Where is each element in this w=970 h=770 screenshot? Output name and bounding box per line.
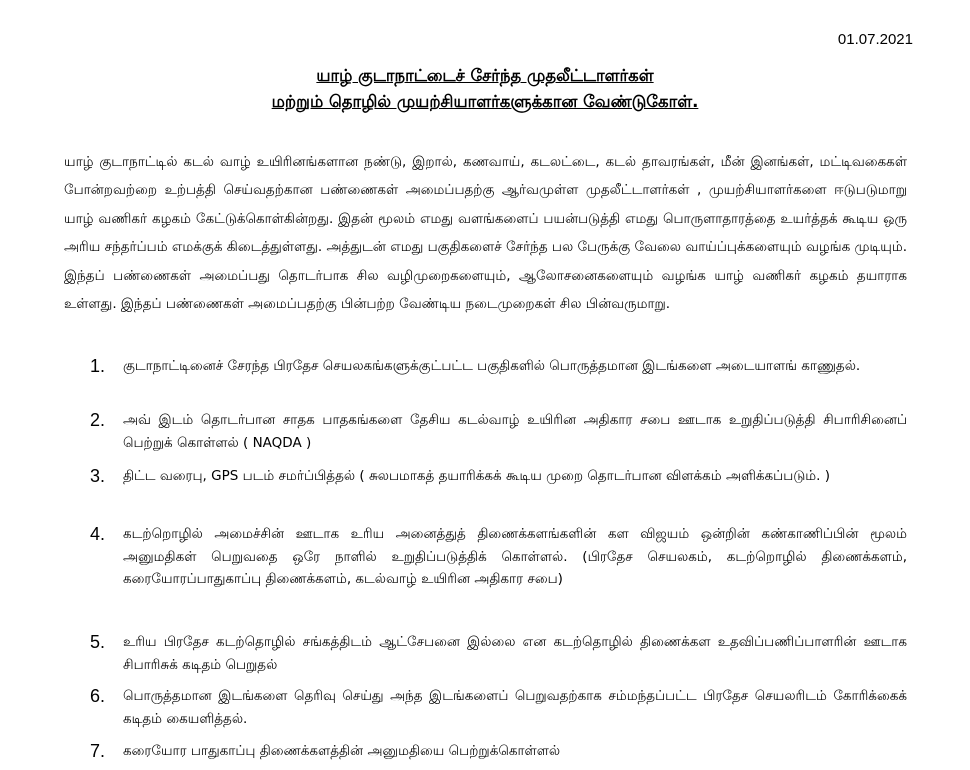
list-item-number: 2. bbox=[90, 410, 106, 430]
list-item-number: 5. bbox=[90, 632, 106, 652]
list-item-text: பொருத்தமான இடங்களை தெரிவு செய்து அந்த இடங்களைப் பெறுவதற்காக சம்மந்தப்பட்ட பிரதேச செயலரிடம் கோரிக்கைக் கடிதம் கையளித்தல். bbox=[123, 688, 907, 727]
list-item-number: 4. bbox=[90, 524, 106, 544]
list-item bbox=[90, 409, 907, 454]
list-item bbox=[90, 465, 907, 488]
list-item-number: 7. bbox=[90, 741, 106, 761]
list-item-number: 1. bbox=[90, 356, 106, 376]
document-date: 01.07.2021 bbox=[837, 31, 913, 48]
list-item-text: உரிய பிரதேச கடற்தொழில் சங்கத்திடம் ஆட்சேபனை இல்லை என கடற்தொழில் திணைக்கள உதவிப்பணிப்பாளரின் ஊடாக சிபாரிசுக் கடிதம் பெறுதல் bbox=[123, 634, 907, 673]
list-item-number: 3. bbox=[90, 466, 106, 486]
list-item bbox=[90, 740, 907, 763]
list-item bbox=[90, 355, 907, 378]
list-item-text: கரையோர பாதுகாப்பு திணைக்களத்தின் அனுமதியை பெற்றுக்கொள்ளல் bbox=[123, 743, 561, 759]
list-item bbox=[90, 685, 907, 730]
list-item-number: 6. bbox=[90, 686, 106, 706]
list-item bbox=[90, 631, 907, 676]
list-item-text: கடற்றொழில் அமைச்சின் ஊடாக உரிய அனைத்துத் திணைக்களங்களின் கள விஜயம் ஒன்றின் கண்காணிப்பின் மூலம் அனுமதிகள் பெறுவதை ஒரே நாளில் உறுதிப்படுத்திக் கொள்ளல். (பிரதேச செயலகம், கடற்றொழில் திணைக்களம், கரையோரப்பாதுகாப்பு திணைக்களம், கடல்வாழ் உயிரின அதிகார சபை) bbox=[123, 526, 907, 587]
intro-paragraph: யாழ் குடாநாட்டில் கடல் வாழ் உயிரினங்களான நண்டு, இறால், கணவாய், கடலட்டை, கடல் தாவரங்கள், மீன் இனங்கள், மட்டிவகைகள் போன்றவற்றை உற்பத்தி செய்வதற்கான பண்ணைகள் அமைப்பதற்கு ஆர்வமுள்ள முதலீட்டாளர்கள் , முயற்சியாளர்களை ஈடுபடுமாறு யாழ் வணிகர் கழகம் கேட்டுக்கொள்கின்றது. இதன் மூலம் எமது வளங்களைப் பயன்படுத்தி எமது பொருளாதாரத்தை உயர்த்தக் கூடிய ஒரு அரிய சந்தர்ப்பம் எமக்குக் கிடைத்துள்ளது. அத்துடன் எமது பகுதிகளைச் சேர்ந்த பல பேருக்கு வேலை வாய்ப்புக்களையும் வழங்க முடியும். இந்தப் பண்ணைகள் அமைப்பது தொடர்பாக சில வழிமுறைகளையும், ஆலோசனைகளையும் வழங்க யாழ் வணிகர் கழகம் தயாராக உள்ளது. இந்தப் பண்ணைகள் அமைப்பதற்கு பின்பற்ற வேண்டிய நடைமுறைகள் சில பின்வருமாறு. bbox=[64, 154, 907, 313]
list-item bbox=[90, 523, 907, 591]
title-line-2: மற்றும் தொழில் முயற்சியாளர்களுக்கான வேண்டுகோள். bbox=[271, 92, 699, 111]
list-item-text: அவ் இடம் தொடர்பான சாதக பாதகங்களை தேசிய கடல்வாழ் உயிரின அதிகார சபை ஊடாக உறுதிப்படுத்தி சிபாரிசினைப் பெற்றுக் கொள்ளல் ( NAQDA ) bbox=[123, 412, 907, 451]
title-line-1: யாழ் குடாநாட்டைச் சேர்ந்த முதலீட்டாளர்கள் bbox=[316, 66, 654, 85]
list-item-text: குடாநாட்டினைச் சேரந்த பிரதேச செயலகங்களுக்குட்பட்ட பகுதிகளில் பொருத்தமான இடங்களை அடையாளங் காணுதல். bbox=[123, 358, 861, 374]
document-title bbox=[0, 63, 970, 115]
list-item-text: திட்ட வரைபு, GPS படம் சமர்ப்பித்தல் ( சுலபமாகத் தயாரிக்கக் கூடிய முறை தொடர்பான விளக்கம் அளிக்கப்படும். ) bbox=[123, 468, 831, 484]
